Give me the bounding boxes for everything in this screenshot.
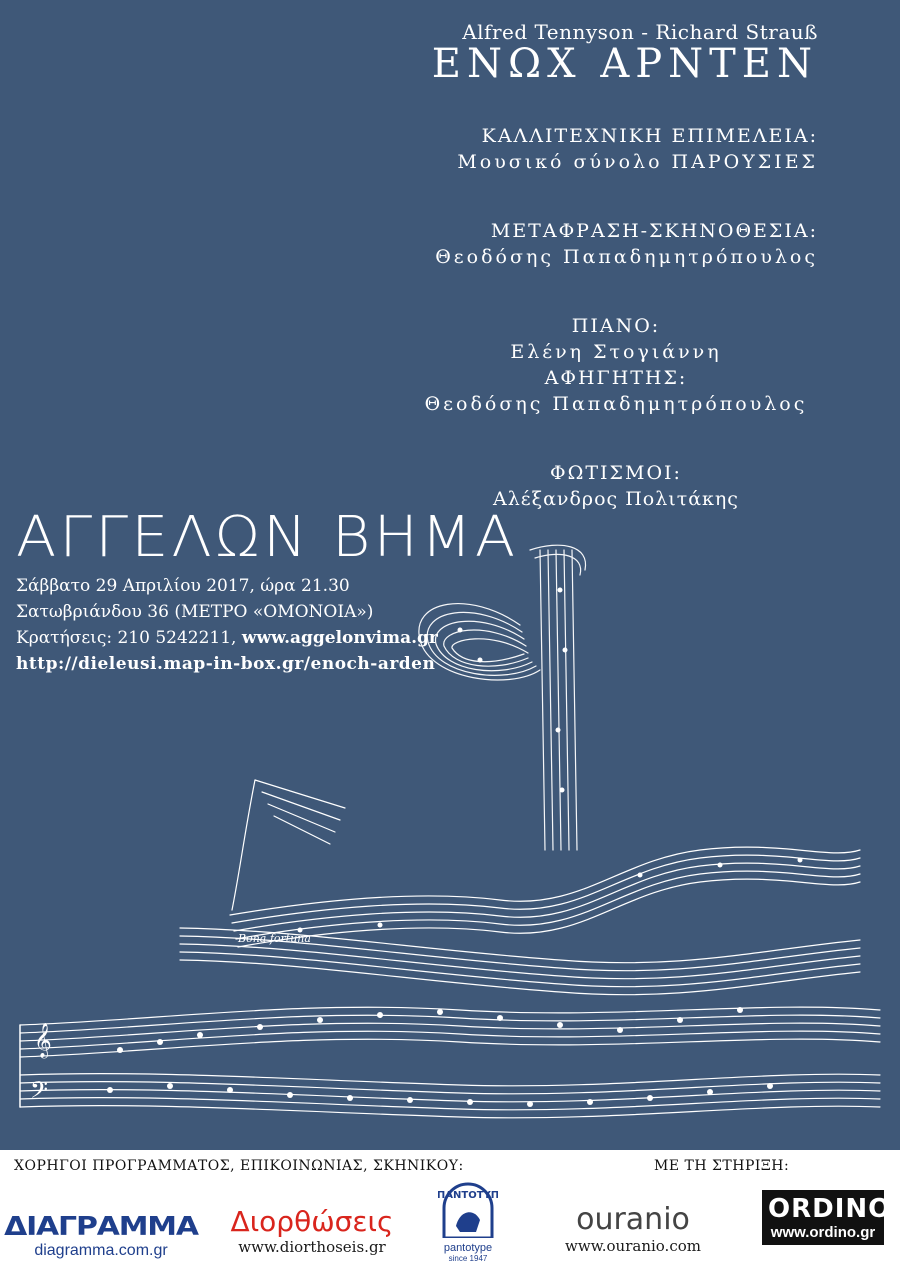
- play-title: ΕΝΩΧ ΑΡΝΤΕΝ: [431, 41, 818, 87]
- diorthoseis-url: www.diorthoseis.gr: [238, 1238, 386, 1256]
- pantotype-logo: [426, 1180, 510, 1263]
- narrator-label: ΑΦΗΓΗΤΗΣ:: [544, 367, 688, 389]
- diagramma-url: diagramma.com.gr: [34, 1242, 168, 1259]
- venue-address: Σατωβριάνδου 36 (ΜΕΤΡΟ «ΟΜΟΝΟΙΑ»): [16, 602, 374, 622]
- venue-website-link[interactable]: www.aggelonvima.gr: [241, 628, 438, 648]
- pantotype-emblem-icon: [438, 1180, 498, 1238]
- ouranio-brand: ouranio: [576, 1202, 690, 1237]
- artistic-label: ΚΑΛΛΙΤΕΧΝΙΚΗ ΕΠΙΜΕΛΕΙΑ:: [481, 125, 818, 147]
- treble-clef-icon: 𝄞: [34, 1023, 52, 1058]
- piano-label: ΠΙΑΝΟ:: [571, 315, 661, 337]
- score-dedication: Bona fortuna: [238, 932, 311, 945]
- ordino-logo: [762, 1190, 892, 1245]
- ouranio-logo: [548, 1202, 718, 1255]
- treble-staff: [20, 1007, 880, 1057]
- venue-name: ΑΓΓΕΛΩΝ ΒΗΜΑ: [16, 505, 519, 570]
- piano-narrator: [416, 315, 816, 415]
- upper-waves: [230, 847, 860, 947]
- pantotype-arc-text: ΠΑΝΤΟΤΥΠ: [438, 1190, 498, 1201]
- ordino-url: www.ordino.gr: [770, 1224, 876, 1241]
- artistic-direction: [378, 125, 818, 173]
- translation-value: Θεοδόσης Παπαδημητρόπουλος: [435, 246, 818, 268]
- lighting-label: ΦΩΤΙΣΜΟΙ:: [550, 462, 682, 484]
- diorthoseis-logo: [222, 1205, 402, 1256]
- footer-sponsors: [0, 1150, 900, 1273]
- narrator-value: Θεοδόσης Παπαδημητρόπουλος: [424, 393, 808, 415]
- venue-block: [16, 505, 519, 674]
- diagramma-logo: [4, 1212, 198, 1260]
- bass-staff: [20, 1074, 880, 1118]
- pantotype-since: since 1947: [448, 1254, 488, 1263]
- map-link[interactable]: http://dieleusi.map-in-box.gr/enoch-arden: [16, 654, 436, 674]
- ouranio-url: www.ouranio.com: [565, 1237, 701, 1255]
- diagramma-brand: ΔΙΑΓΡΑΜΜΑ: [4, 1212, 198, 1242]
- bass-clef-icon: 𝄢: [30, 1076, 49, 1109]
- pantotype-name: pantotype: [443, 1242, 493, 1254]
- translation-direction: [378, 220, 818, 268]
- piano-value: Ελένη Στογιάννη: [510, 341, 722, 363]
- lighting: [416, 462, 816, 510]
- ordino-brand: ORDINO: [768, 1194, 892, 1224]
- event-date: Σάββατο 29 Απριλίου 2017, ώρα 21.30: [16, 576, 350, 596]
- support-label: ΜΕ ΤΗ ΣΤΗΡΙΞΗ:: [654, 1158, 790, 1174]
- artistic-value: Μουσικό σύνολο ΠΑΡΟΥΣΙΕΣ: [457, 151, 818, 173]
- piano-lid: [232, 780, 345, 910]
- diorthoseis-brand: Διορθώσεις: [230, 1205, 394, 1238]
- lighting-value: Αλέξανδρος Πολιτάκης: [493, 488, 739, 510]
- reservations-phone: Κρατήσεις: 210 5242211,: [16, 628, 242, 648]
- translation-label: ΜΕΤΑΦΡΑΣΗ-ΣΚΗΝΟΘΕΣΙΑ:: [490, 220, 818, 242]
- authors-line: Alfred Tennyson - Richard Strauß: [462, 20, 818, 44]
- reservations-line: [16, 628, 436, 648]
- credits-block: [378, 20, 818, 87]
- sponsors-label: ΧΟΡΗΓΟΙ ΠΡΟΓΡΑΜΜΑΤΟΣ, ΕΠΙΚΟΙΝΩΝΙΑΣ, ΣΚΗΝΙΚΟΥ:: [14, 1158, 464, 1174]
